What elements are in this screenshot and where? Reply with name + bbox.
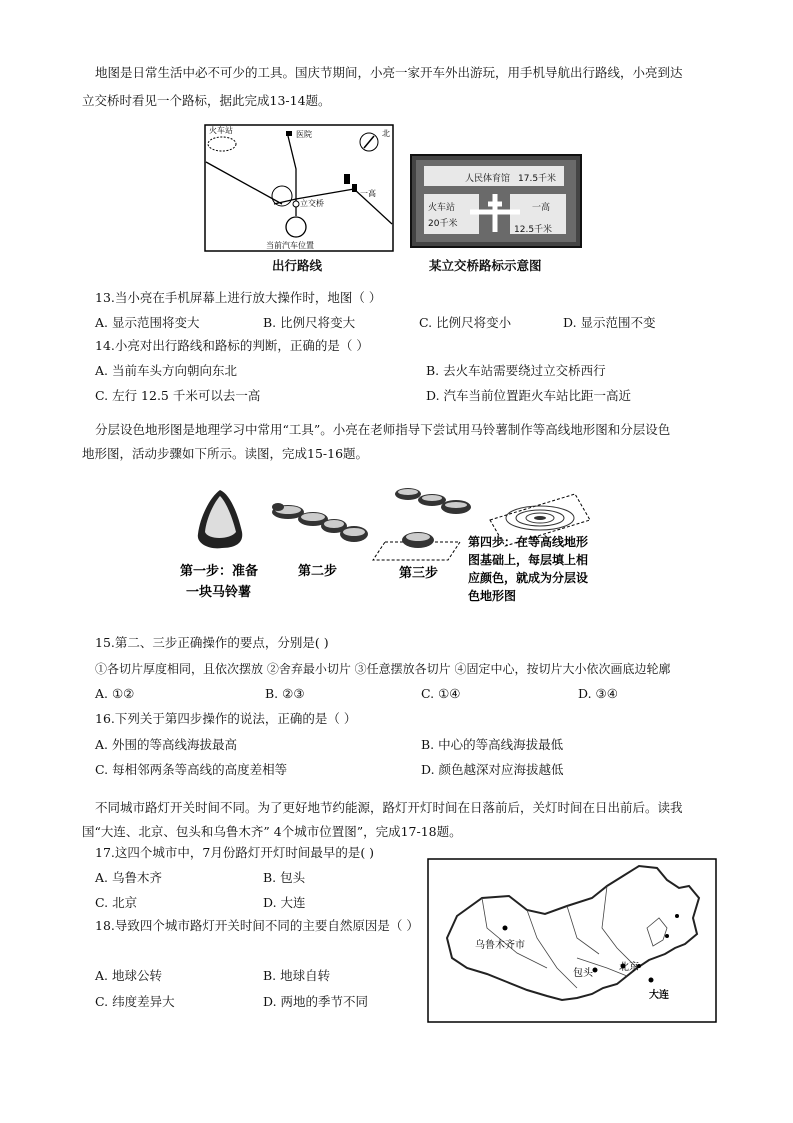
step1-label-line2: 一块马铃薯 bbox=[186, 585, 252, 600]
car-position-label: 当前汽车位置 bbox=[266, 241, 314, 250]
q18-option-c: C. 纬度差异大 bbox=[95, 994, 175, 1009]
q17-option-d: D. 大连 bbox=[263, 895, 306, 910]
q16-option-c: C. 每相邻两条等高线的高度差相等 bbox=[95, 762, 288, 777]
step4-label-line4: 色地形图 bbox=[468, 589, 517, 603]
q15-stem: 15.第二、三步正确操作的要点，分别是( ) bbox=[95, 635, 329, 650]
q17-option-a: A. 乌鲁木齐 bbox=[95, 870, 162, 885]
interchange-label: 立交桥 bbox=[300, 199, 324, 208]
intro3-line2: 国“大连、北京、包头和乌鲁木齐” 4个城市位置图”，完成17-18题。 bbox=[82, 824, 462, 839]
intro2-line1: 分层设色地形图是地理学习中常用“工具”。小亮在老师指导下尝试用马铃薯制作等高线地形图和分层设色 bbox=[95, 422, 671, 437]
north-label: 北 bbox=[382, 129, 390, 138]
step4-label-line3: 应颜色，就成为分层设 bbox=[468, 571, 589, 585]
intro2-line2: 地形图，活动步骤如下所示。读图，完成15-16题。 bbox=[82, 446, 369, 461]
q17-stem: 17.这四个城市中，7月份路灯开灯时间最早的是( ) bbox=[95, 845, 375, 860]
q18-option-b: B. 地球自转 bbox=[263, 968, 331, 983]
car-position-icon bbox=[286, 217, 306, 237]
q15-choices: ①各切片厚度相同，且依次摆放 ②舍弃最小切片 ③任意摆放各切片 ④固定中心，按切片大小依次画底边轮廓 bbox=[95, 662, 671, 676]
baotou-label: 包头 bbox=[573, 968, 593, 979]
q14-option-a: A. 当前车头方向朝向东北 bbox=[95, 363, 237, 378]
q18-option-a: A. 地球公转 bbox=[95, 968, 162, 983]
q14-stem: 14.小亮对出行路线和路标的判断，正确的是（ ） bbox=[95, 338, 369, 353]
step1-label-line1: 第一步：准备 bbox=[180, 564, 259, 579]
sign-stadium-label: 人民体育馆 bbox=[465, 174, 511, 184]
step4-label-line1: 第四步：在等高线地形 bbox=[468, 535, 589, 549]
sign-school-label: 一高 bbox=[532, 203, 551, 213]
q14-option-b: B. 去火车站需要绕过立交桥西行 bbox=[426, 363, 606, 378]
route-map-figure bbox=[204, 124, 394, 254]
train-station-icon bbox=[208, 137, 236, 151]
hospital-icon bbox=[286, 131, 292, 136]
q13-option-b: B. 比例尺将变大 bbox=[263, 315, 356, 330]
q15-option-d: D. ③④ bbox=[578, 686, 618, 701]
train-station-label: 火车站 bbox=[209, 126, 233, 135]
route-map-caption: 出行路线 bbox=[272, 258, 323, 273]
q13-option-a: A. 显示范围将变大 bbox=[95, 315, 200, 330]
q13-option-c: C. 比例尺将变小 bbox=[419, 315, 512, 330]
q15-option-b: B. ②③ bbox=[265, 686, 305, 701]
q18-option-d: D. 两地的季节不同 bbox=[263, 994, 369, 1009]
q13-stem: 13.当小亮在手机屏幕上进行放大操作时，地图（ ） bbox=[95, 290, 382, 305]
sign-train-label: 火车站 bbox=[428, 203, 456, 213]
dalian-dot bbox=[649, 978, 654, 983]
sign-school-distance: 12.5千米 bbox=[514, 225, 553, 235]
dalian-label: 大连 bbox=[649, 990, 669, 1001]
q15-option-c: C. ①④ bbox=[421, 686, 461, 701]
baotou-dot bbox=[593, 968, 598, 973]
q18-stem: 18.导致四个城市路灯开关时间不同的主要自然原因是（ ） bbox=[95, 918, 419, 933]
q14-option-c: C. 左行 12.5 千米可以去一高 bbox=[95, 388, 261, 403]
q16-stem: 16.下列关于第四步操作的说法，正确的是（ ） bbox=[95, 711, 357, 726]
urumqi-label: 乌鲁木齐市 bbox=[475, 940, 525, 951]
beijing-label: 北京 bbox=[619, 962, 639, 973]
sign-stadium-distance: 17.5千米 bbox=[518, 174, 557, 184]
school-label: 一高 bbox=[360, 189, 376, 198]
q17-option-b: B. 包头 bbox=[263, 870, 306, 885]
q14-option-d: D. 汽车当前位置距火车站比距一高近 bbox=[426, 388, 632, 403]
urumqi-dot bbox=[503, 926, 508, 931]
intro1-line2: 立交桥时看见一个路标，据此完成13-14题。 bbox=[82, 93, 331, 108]
potato-steps-figure bbox=[180, 482, 600, 618]
intro3-line1: 不同城市路灯开关时间不同。为了更好地节约能源，路灯开灯时间在日落前后，关灯时间在日出前后。读我 bbox=[95, 800, 683, 815]
sign-train-distance: 20千米 bbox=[428, 219, 458, 229]
step2-label: 第二步 bbox=[298, 564, 338, 579]
stacked-slices-icon bbox=[373, 488, 471, 560]
step4-label-line2: 图基础上，每层填上相 bbox=[468, 553, 589, 567]
road-sign-caption: 某立交桥路标示意图 bbox=[429, 258, 542, 273]
q13-option-d: D. 显示范围不变 bbox=[563, 315, 656, 330]
q16-option-b: B. 中心的等高线海拔最低 bbox=[421, 737, 564, 752]
step3-label: 第三步 bbox=[399, 566, 439, 581]
q16-option-d: D. 颜色越深对应海拔越低 bbox=[421, 762, 564, 777]
q15-option-a: A. ①② bbox=[95, 686, 135, 701]
hospital-label: 医院 bbox=[296, 130, 312, 139]
school-icon bbox=[344, 174, 350, 184]
q17-option-c: C. 北京 bbox=[95, 895, 138, 910]
china-city-map-figure bbox=[427, 858, 717, 1024]
road-sign-figure bbox=[410, 154, 582, 248]
intro1-line1: 地图是日常生活中必不可少的工具。国庆节期间，小亮一家开车外出游玩，用手机导航出行路线，小亮到达 bbox=[95, 65, 683, 80]
potato-slices-icon bbox=[272, 503, 368, 542]
q16-option-a: A. 外围的等高线海拔最高 bbox=[95, 737, 237, 752]
